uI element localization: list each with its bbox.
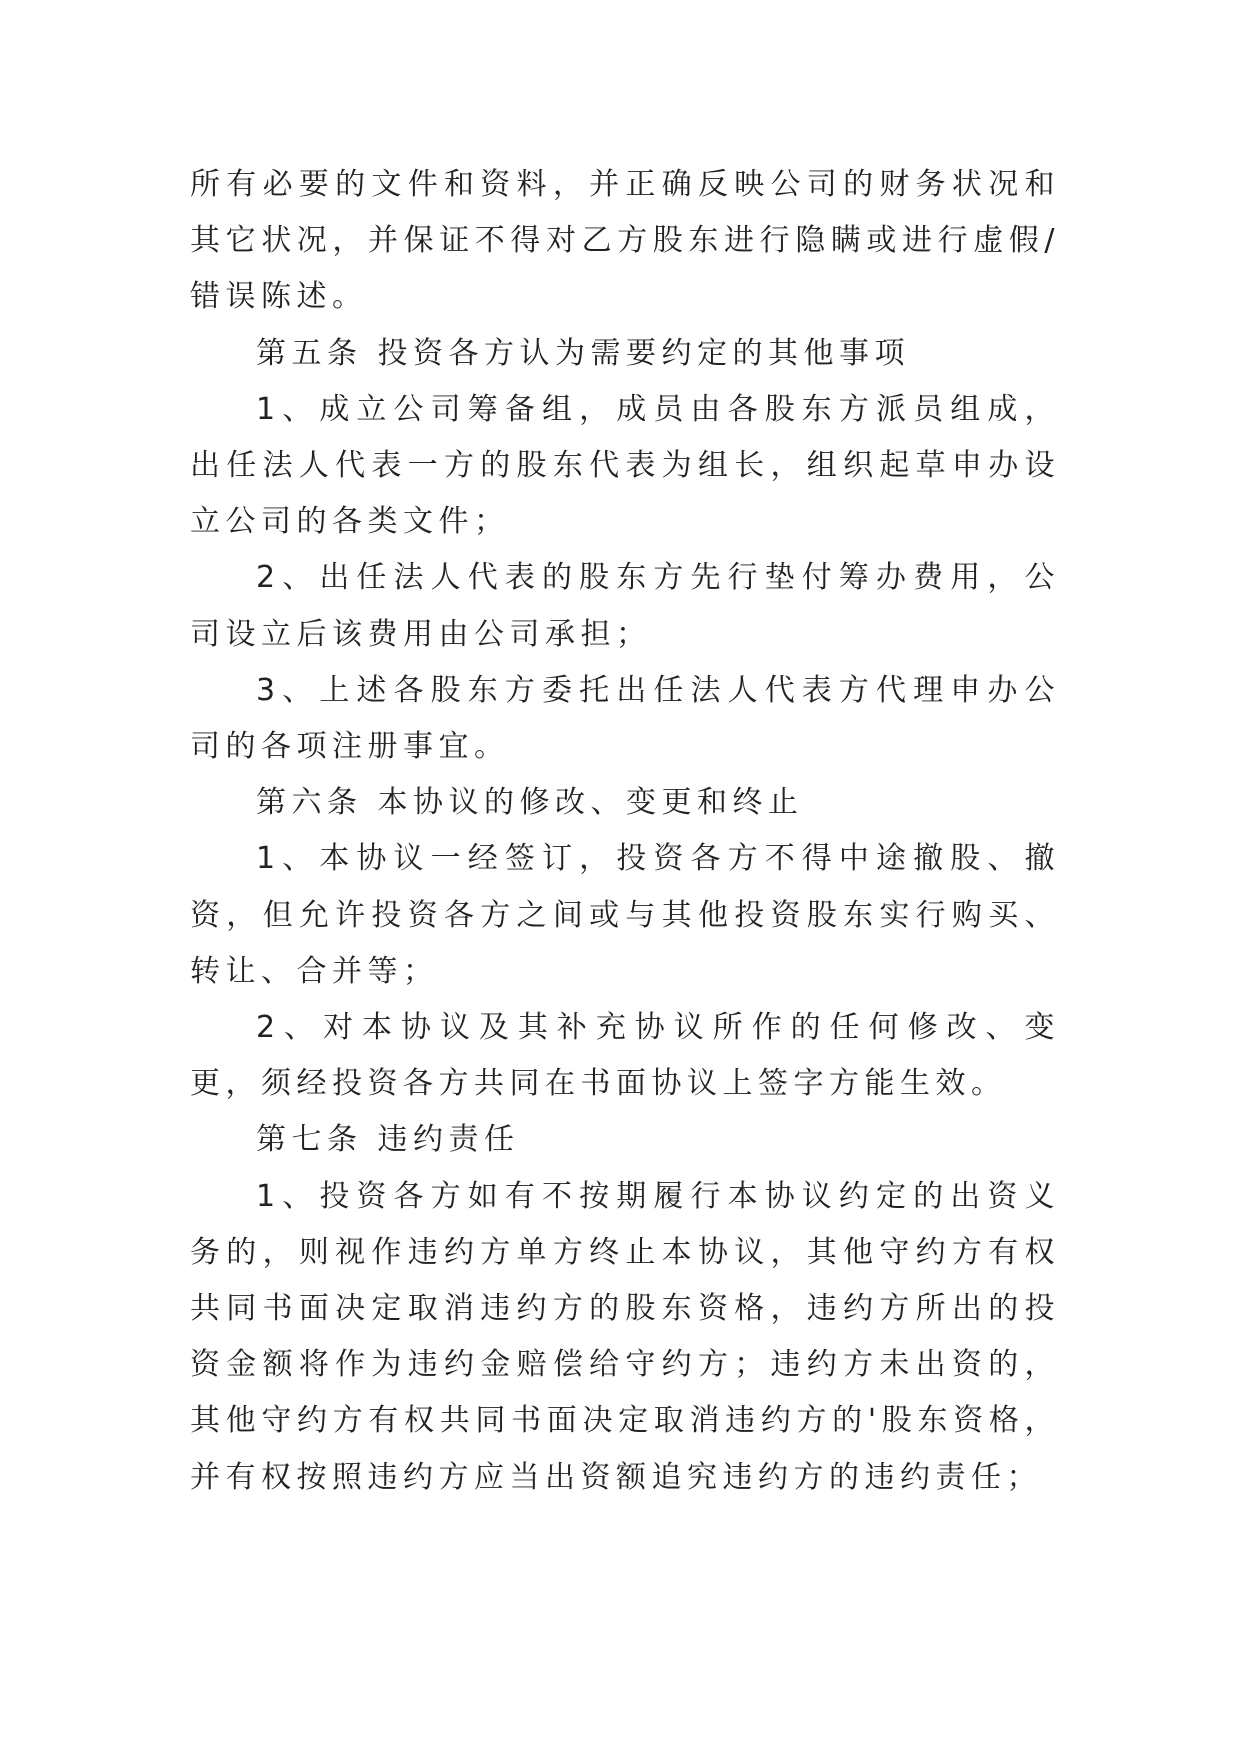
paragraph-continuation: 所有必要的文件和资料，并正确反映公司的财务状况和其它状况，并保证不得对乙方股东进行隐瞒或进行虚假/错误陈述。 bbox=[190, 167, 1060, 315]
article-6-item-2: 2、对本协议及其补充协议所作的任何修改、变更，须经投资各方共同在书面协议上签字方能生效。 bbox=[190, 1010, 1060, 1102]
document-body bbox=[190, 157, 1060, 1506]
article-6-heading: 第六条 本协议的修改、变更和终止 bbox=[256, 785, 804, 821]
article-5-item-1: 1、成立公司筹备组，成员由各股东方派员组成，出任法人代表一方的股东代表为组长，组织起草申办设立公司的各类文件； bbox=[190, 391, 1060, 540]
article-5-item-3: 3、上述各股东方委托出任法人代表方代理申办公司的各项注册事宜。 bbox=[190, 672, 1060, 765]
article-5-heading: 第五条 投资各方认为需要约定的其他事项 bbox=[256, 335, 911, 371]
article-7-heading: 第七条 违约责任 bbox=[256, 1122, 520, 1158]
article-7-item-1: 1、投资各方如有不按期履行本协议约定的出资义务的，则视作违约方单方终止本协议，其他守约方有权共同书面决定取消违约方的股东资格，违约方所出的投资金额将作为违约金赔偿给守约方；违约方未出资的，其他守约方有权共同书面决定取消违约方的'股东资格，并有权按照违约方应当出资额追究违约方的违约责任； bbox=[190, 1178, 1060, 1495]
article-6-item-1: 1、本协议一经签订，投资各方不得中途撤股、撤资，但允许投资各方之间或与其他投资股东实行购买、转让、合并等； bbox=[190, 841, 1060, 989]
article-5-item-2: 2、出任法人代表的股东方先行垫付筹办费用，公司设立后该费用由公司承担； bbox=[190, 560, 1060, 652]
